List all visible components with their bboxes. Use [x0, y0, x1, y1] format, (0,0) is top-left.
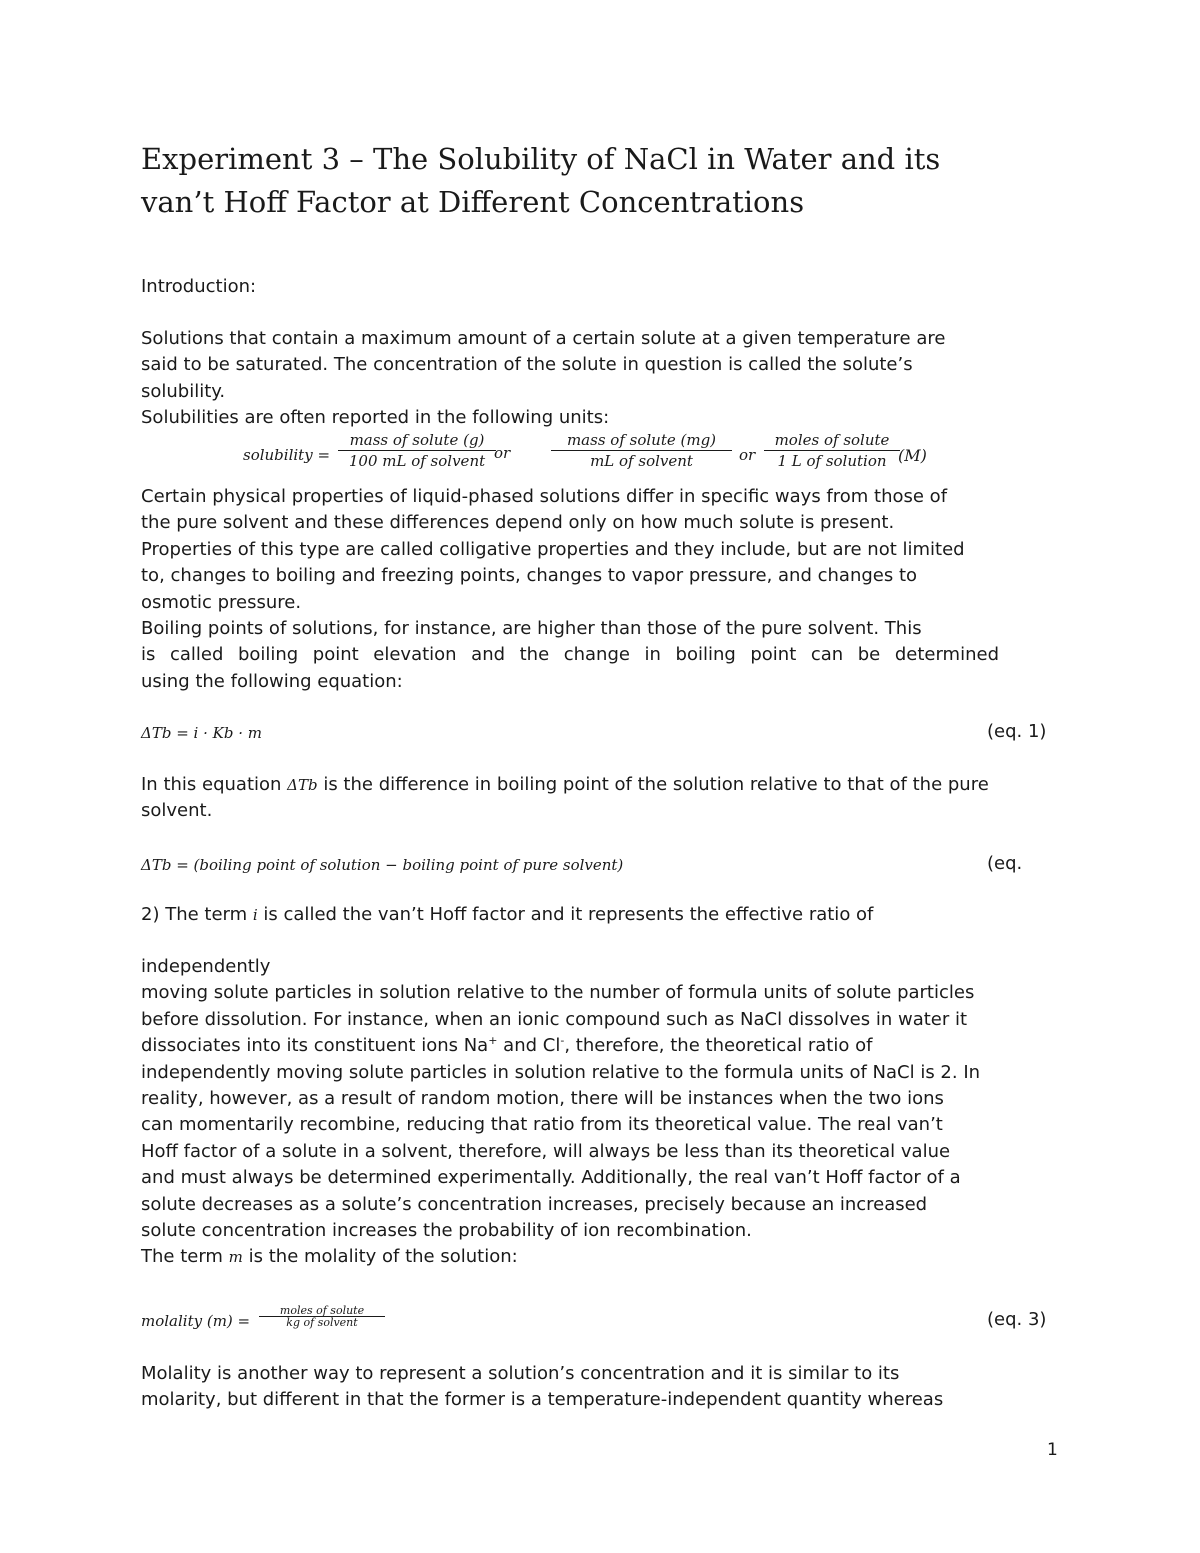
paragraph-delta-tb — [141, 772, 989, 825]
numerator: moles of solute — [279, 1304, 365, 1317]
denominator: kg of solvent — [286, 1316, 358, 1329]
fraction-moles-per-kg — [259, 1305, 385, 1328]
text-fragment: and Cl — [497, 1035, 561, 1057]
delta-tb-symbol: ΔTb — [287, 776, 318, 794]
text-line: solvent. — [141, 800, 213, 822]
denominator: 1 L of solution — [777, 452, 887, 470]
equation-2-label: (eq. — [987, 853, 1023, 874]
equation-3-label: (eq. 3) — [987, 1309, 1047, 1330]
paragraph-colligative — [141, 484, 999, 695]
text-line: the pure solvent and these differences depend only on how much solute is present. — [141, 512, 895, 534]
text-line: Molality is another way to represent a solution’s concentration and it is similar to its — [141, 1363, 900, 1384]
numerator: mass of solute (mg) — [566, 431, 717, 449]
molality-lhs: molality (m) = — [141, 1312, 251, 1330]
or-text: or — [739, 446, 756, 464]
molarity-unit: (M) — [898, 446, 927, 465]
document-title — [141, 138, 1101, 224]
text-line: Properties of this type are called colligative properties and they include, but are not limited — [141, 538, 965, 560]
text-fragment: In this equation — [141, 774, 288, 795]
page-number: 1 — [1047, 1440, 1058, 1460]
sodium-charge: + — [488, 1034, 498, 1048]
text-line: solubility. — [141, 380, 226, 402]
text-line: reality, however, as a result of random motion, there will be instances when the two ions — [141, 1088, 944, 1110]
text-line: Solubilities are often reported in the following units: — [141, 407, 610, 429]
text-line: Hoff factor of a solute in a solvent, therefore, will always be less than its theoretical value — [141, 1140, 951, 1162]
text-fragment: 2) The term — [141, 904, 253, 925]
text-fragment: is the molality of the solution: — [242, 1246, 518, 1268]
section-heading-introduction: Introduction: — [141, 276, 257, 297]
text-line: independently — [141, 956, 271, 977]
text-line: Boiling points of solutions, for instance, are higher than those of the pure solvent. This — [141, 618, 922, 640]
text-line: before dissolution. For instance, when an ionic compound such as NaCl dissolves in water it — [141, 1008, 968, 1030]
text-fragment: , therefore, the theoretical ratio of — [564, 1035, 873, 1057]
solubility-lhs: solubility = — [243, 446, 331, 464]
text-line: solute concentration increases the probability of ion recombination. — [141, 1220, 752, 1242]
text-line: solute decreases as a solute’s concentration increases, precisely because an increased — [141, 1193, 928, 1215]
text-fragment: The term — [141, 1246, 229, 1268]
text-line: using the following equation: — [141, 670, 403, 692]
text-line: osmotic pressure. — [141, 591, 302, 613]
text-line: moving solute particles in solution relative to the number of formula units of solute particles — [141, 982, 975, 1004]
text-line: can momentarily recombine, reducing that ratio from its theoretical value. The real van’t — [141, 1114, 943, 1136]
fraction-mg-per-ml — [551, 431, 732, 471]
fraction-g-per-100ml — [338, 431, 496, 471]
text-line: Solutions that contain a maximum amount of a certain solute at a given temperature are — [141, 328, 946, 349]
paragraph-molality — [141, 1361, 943, 1414]
text-fragment: is the difference in boiling point of the solution relative to that of the pure — [317, 774, 989, 795]
paragraph-dissociation — [141, 954, 980, 1271]
equation-1: ΔTb = i · Kb · m — [141, 724, 262, 742]
paragraph-solubility — [141, 326, 945, 432]
text-line: is called boiling point elevation and the change in boiling point can be determined — [141, 644, 999, 666]
numerator: mass of solute (g) — [349, 431, 485, 449]
or-text: or — [494, 444, 511, 462]
equation-1-label: (eq. 1) — [987, 721, 1047, 742]
denominator: 100 mL of solvent — [348, 452, 486, 470]
fraction-moles-per-liter — [764, 431, 900, 471]
text-line: Certain physical properties of liquid-phased solutions differ in specific ways from those of — [141, 486, 948, 507]
text-fragment: dissociates into its constituent ions Na — [141, 1035, 489, 1057]
text-line: molarity, but different in that the former is a temperature-independent quantity whereas — [141, 1389, 944, 1411]
text-line: independently moving solute particles in solution relative to the formula units of NaCl is 2. In — [141, 1061, 981, 1083]
title-line-1: Experiment 3 – The Solubility of NaCl in Water and its — [141, 142, 941, 176]
denominator: mL of solvent — [590, 452, 693, 470]
chloride-charge: - — [560, 1034, 565, 1048]
text-line: and must always be determined experimentally. Additionally, the real van’t Hoff factor of a — [141, 1167, 961, 1189]
equation-2: ΔTb = (boiling point of solution − boiling point of pure solvent) — [141, 856, 624, 874]
title-line-2: van’t Hoff Factor at Different Concentrations — [141, 185, 805, 219]
text-fragment: is called the van’t Hoff factor and it represents the effective ratio of — [257, 904, 874, 925]
m-symbol: m — [228, 1248, 243, 1267]
i-symbol: i — [252, 906, 258, 924]
text-line: said to be saturated. The concentration of the solute in question is called the solute’s — [141, 354, 913, 376]
text-line: to, changes to boiling and freezing points, changes to vapor pressure, and changes to — [141, 565, 918, 587]
paragraph-vant-hoff — [141, 902, 873, 928]
numerator: moles of solute — [774, 431, 890, 449]
